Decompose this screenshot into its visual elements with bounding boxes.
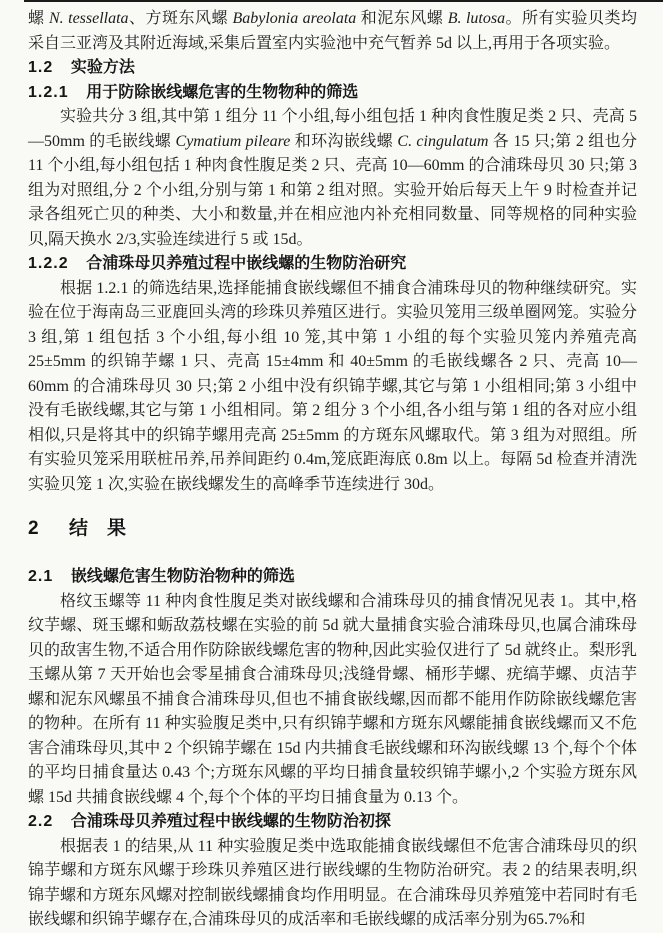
paragraph-2-1-body [28,590,637,811]
text-run: 根据 1.2.1 的筛选结果,选择能捕食嵌线螺但不捕食合浦珠母贝的物种继续研究。实验在位于海南岛三亚鹿回头湾的珍珠贝养殖区进行。实验贝笼用三级单圈网笼。实验分 3 组,第 1 组包括 3 个小组,每小组 10 笼,其中第 1 小组的每个实验贝笼内养殖壳高 25±5mm 的织锦芋螺 1 只、壳高 15±4mm 和 40±5mm 的毛嵌线螺各 2 只、壳高 10—60mm 的合浦珠母贝 30 只;第 2 小组中没有织锦芋螺,其它与第 1 小组相同;第 3 小组中没有毛嵌线螺,其它与第 1 小组相同。第 2 组分 3 个小组,各小组与第 1 组的各对应小组相似,只是将其中的织锦芋螺用壳高 25±5mm 的方斑东风螺取代。第 3 组为对照组。所有实验贝笼采用联桩吊养,吊养间距约 0.4m,笼底距海底 0.8m 以上。每隔 5d 检查并清洗实验贝笼 1 次,实验在嵌线螺发生的高峰季节连续进行 30d。 [28,279,637,493]
heading-title: 结 果 [68,518,126,539]
paragraph-species-continuation [28,7,637,56]
heading-number: 1.2 [28,59,54,76]
text-run: 格纹玉螺等 11 种肉食性腹足类对嵌线螺和合浦珠母贝的捕食情况见表 1。其中,格纹芋螺、斑玉螺和蛎敌荔枝螺在实验的前 5d 就大量捕食实验合浦珠母贝,也属合浦珠母贝的敌害生物,不适合用作防除嵌线螺危害的物种,因此实验仅进行了 5d 就终止。梨形乳玉螺从第 7 天开始也会零星捕食合浦珠母贝;浅缝骨螺、桶形芋螺、疣缟芋螺、贞洁芋螺和泥东风螺虽不捕食合浦珠母贝,但也不捕食嵌线螺,因而都不能用作防除嵌线螺危害的物种。在所有 11 种实验腹足类中,只有织锦芋螺和方斑东风螺能捕食嵌线螺而又不危害合浦珠母贝,其中 2 个织锦芋螺在 15d 内共捕食毛嵌线螺和环沟嵌线螺 13 个,每个个体的平均日捕食量达 0.43 个;方斑东风螺的平均日捕食量较织锦芋螺小,2 个实验方斑东风螺 15d 共捕食嵌线螺 4 个,每个个体的平均日捕食量为 0.13 个。 [28,592,637,806]
species-latin-name: B. lutosa [447,10,506,27]
heading-2-1-screening-results [28,565,637,590]
heading-1-2-methods [28,56,637,81]
heading-2-2-biocontrol-results [28,810,637,835]
text-run: 和泥东风螺 [356,10,448,27]
paragraph-2-2-body [28,835,637,933]
heading-title: 用于防除嵌线螺危害的生物物种的筛选 [86,83,359,101]
text-run: 各 15 只;第 2 组也分 11 个小组,每小组包括 1 种肉食性腹足类 2 只、壳高 10—60mm 的合浦珠母贝 30 只;第 3 组为对照组,分 2 个小组,分别与第 1 和第 2 组对照。实验开始后每天上午 9 时检查并记录各组死亡贝的种类、大小和数量,并在相应池内补充相同数量、同等规格的同种实验贝,隔天换水 2/3,实验连续进行 5 或 15d。 [28,132,637,248]
species-latin-name: C. cingulatum [397,132,489,150]
paragraph-1-2-2-body [28,277,637,498]
heading-1-2-2-biocontrol-study [28,252,637,277]
heading-number: 2.2 [28,813,54,830]
species-latin-name: Cymatium pileare [175,132,291,150]
text-run: 。所有实验贝类均采自三亚湾及其附近海域,采集后置室内实验池中充气暂养 5d 以上,再用于各项实验。 [28,10,637,52]
species-latin-name: Babylonia areolata [232,10,357,27]
heading-title: 实验方法 [70,59,135,76]
heading-title: 合浦珠母贝养殖过程中嵌线螺的生物防治研究 [86,255,407,272]
heading-2-results [28,516,637,542]
text-run: 根据表 1 的结果,从 11 种实验腹足类中选取能捕食嵌线螺但不危害合浦珠母贝的织锦芋螺和方斑东风螺于珍珠贝养殖区进行嵌线螺的生物防治研究。表 2 的结果表明,织锦芋螺和方斑东风螺对控制嵌线螺捕食均作用明显。在合浦珠母贝养殖笼中若同时有毛嵌线螺和织锦芋螺存在,合浦珠母贝的成活率和毛嵌线螺的成活率分别为65.7%和 [28,837,637,928]
text-run: 螺 [28,10,49,27]
text-run: 、方斑东风螺 [128,10,233,27]
text-run: 实验共分 3 组,其中第 1 组分 11 个小组,每小组包括 1 种肉食性腹足类 2 只、壳高 5—50mm 的毛嵌线螺 [28,108,637,150]
heading-number: 2.1 [28,568,54,585]
heading-number: 1.2.2 [28,255,69,272]
species-latin-name: N. tessellata [48,10,129,27]
page-top-rule [24,0,663,2]
heading-title: 嵌线螺危害生物防治物种的筛选 [70,568,295,585]
paragraph-1-2-1-body [28,105,637,252]
heading-title: 合浦珠母贝养殖过程中嵌线螺的生物防治初探 [70,813,391,830]
heading-number: 2 [28,518,39,539]
text-run: 和环沟嵌线螺 [290,132,398,150]
heading-number: 1.2.1 [28,83,69,101]
heading-1-2-1-screening [28,81,637,106]
